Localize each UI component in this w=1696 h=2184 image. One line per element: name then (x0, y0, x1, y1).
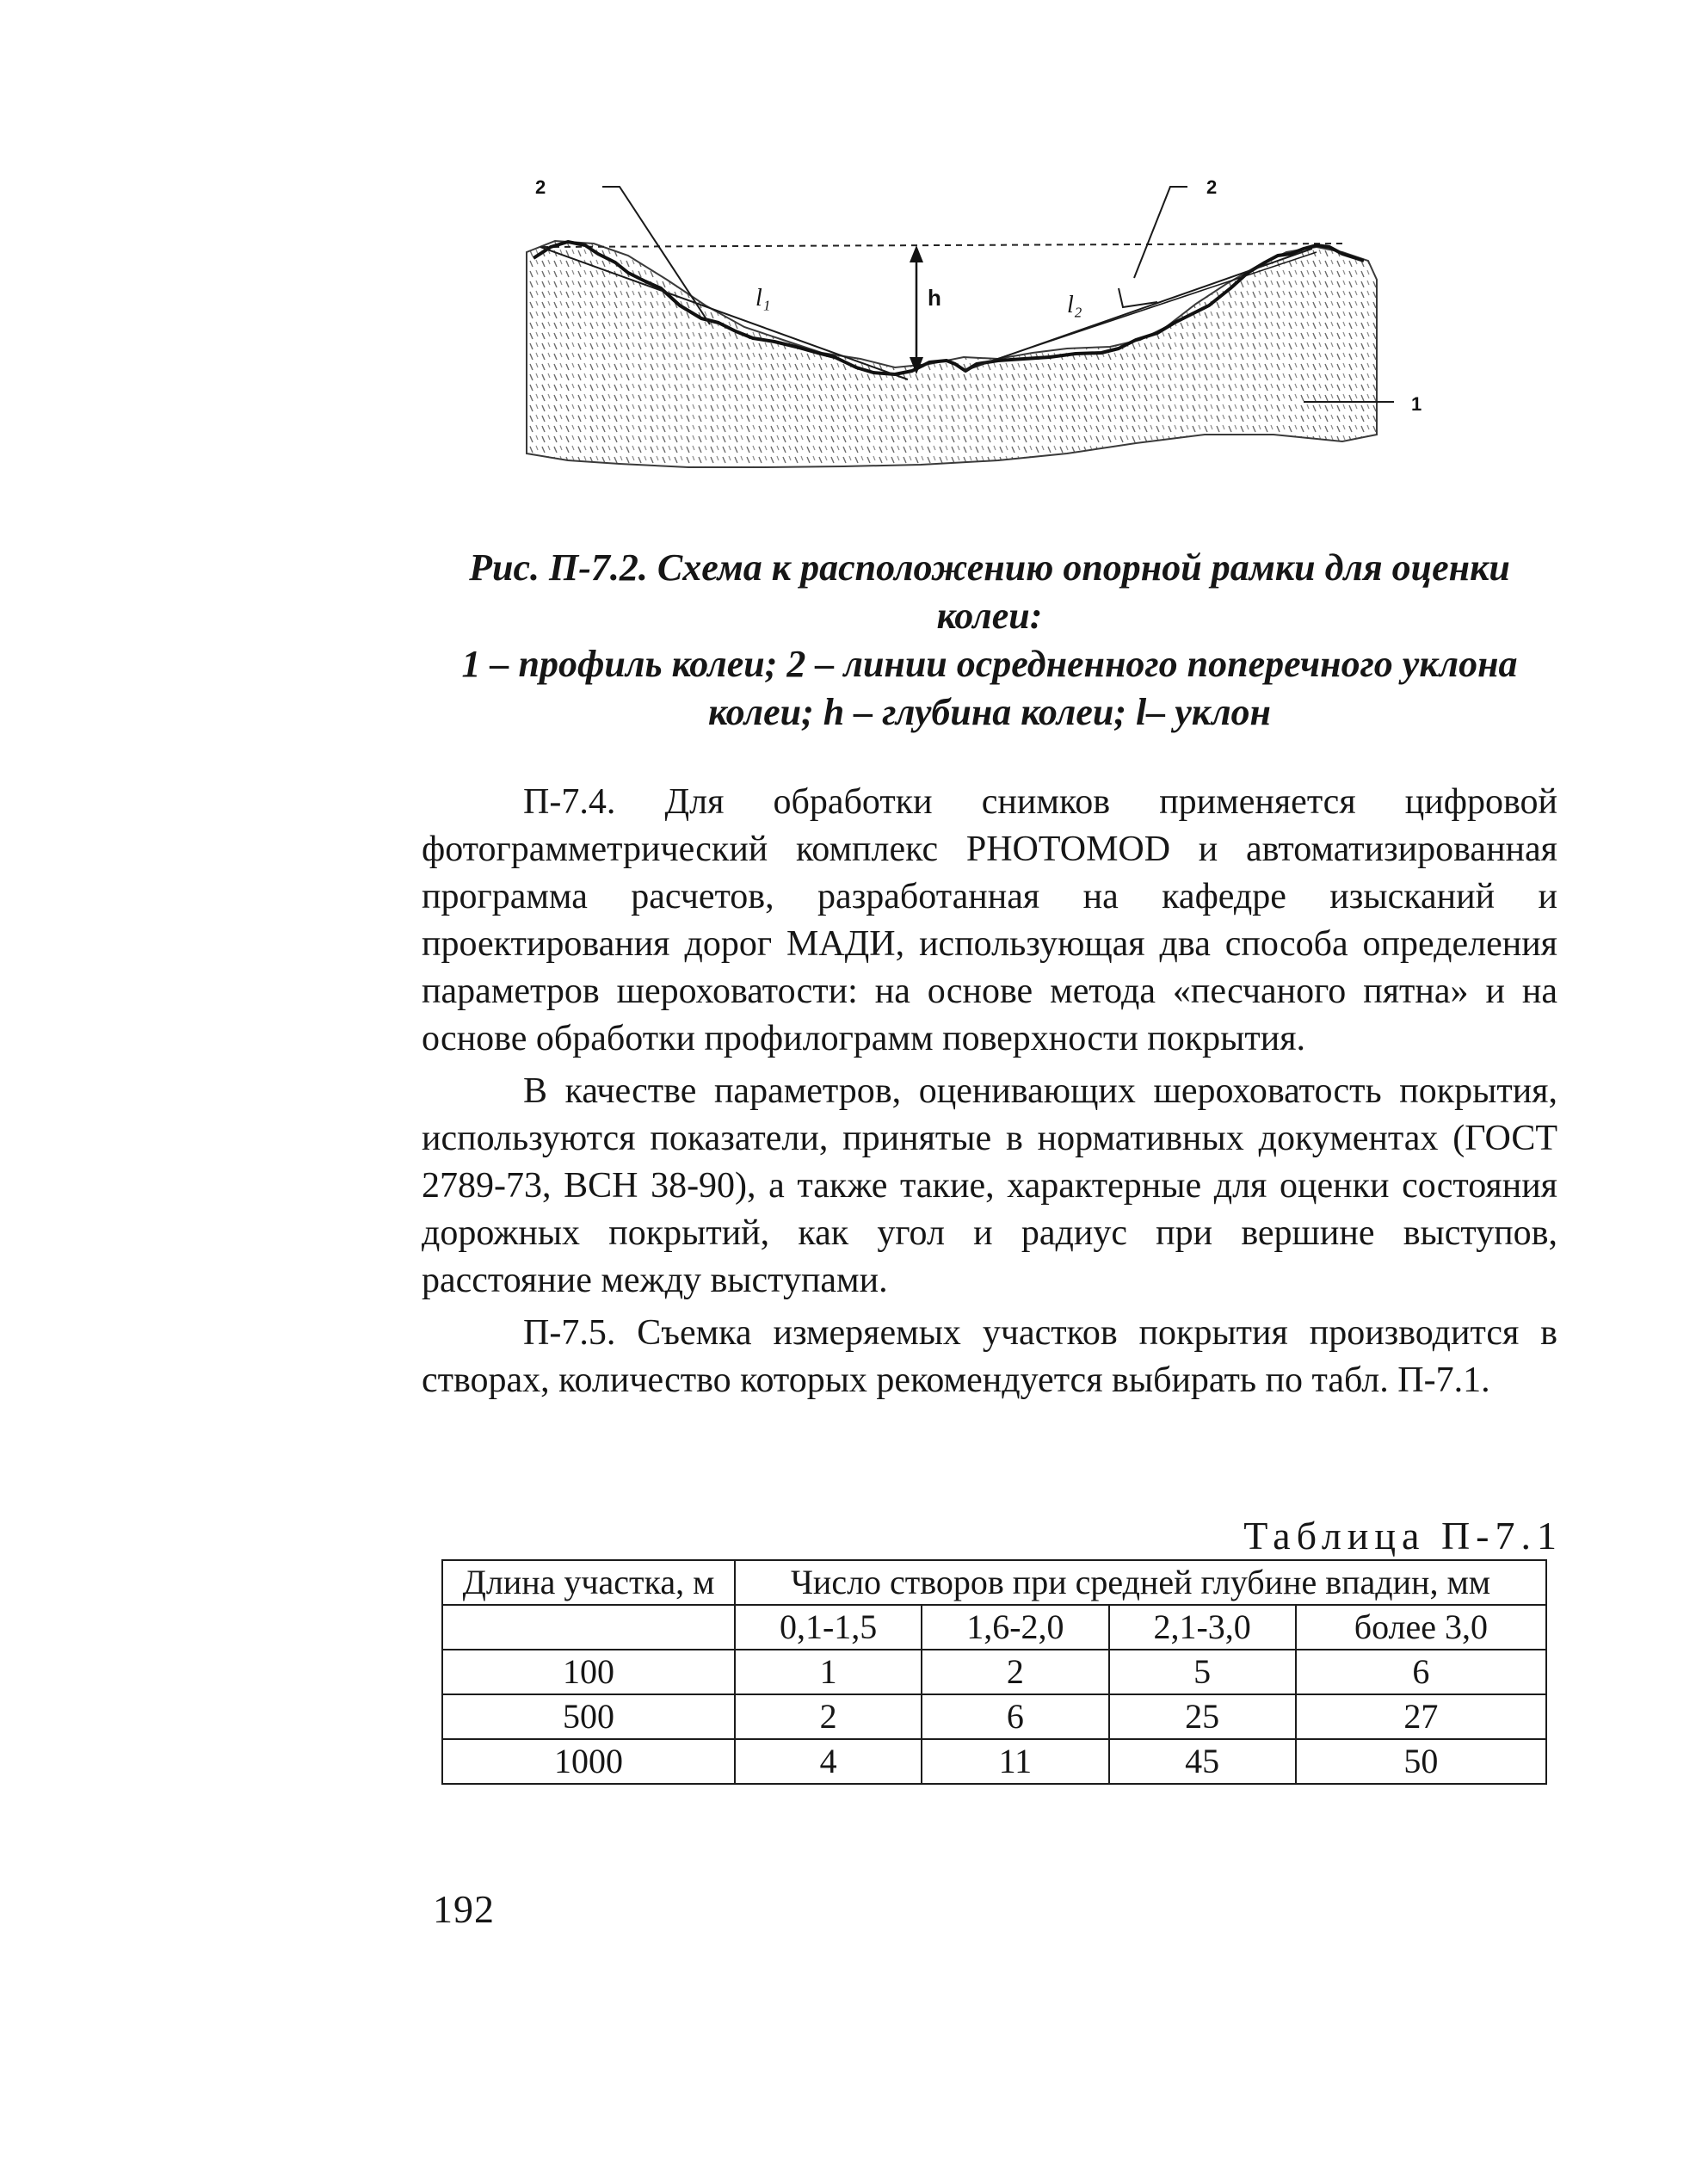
paragraph: В качестве параметров, оценивающих шероховатость покрытия, используются показатели, принятые в нормативных документах (ГОСТ 2789-73, ВСН 38-90), а также такие, характерные для оценки состояния дорожных покрытий, как угол и радиус при вершине выступов, расстояние между выступами. (422, 1071, 1557, 1300)
table-cell: 2 (922, 1650, 1108, 1694)
caption-line: Рис. П-7.2. Схема к расположению опорной рамки для оценки (469, 546, 1510, 589)
table-row (442, 1650, 1546, 1694)
callout-1: 1 (1411, 393, 1422, 415)
depth-arrow-head-top (910, 245, 923, 262)
caption-line: колеи: (936, 595, 1043, 637)
body-text (422, 779, 1557, 1410)
rut-profile-diagram (516, 176, 1446, 486)
table-cell: 2 (735, 1694, 922, 1739)
caption-line: 1 – профиль колеи; 2 – линии осредненного поперечного уклона (461, 643, 1518, 685)
table-cell: 27 (1296, 1694, 1546, 1739)
rut-profile-figure (516, 176, 1446, 486)
table-label: Таблица П-7.1 (1243, 1514, 1563, 1558)
table-cell: 500 (442, 1694, 735, 1739)
table-subheader-row (442, 1605, 1546, 1650)
header-length: Длина участка, м (442, 1560, 735, 1605)
header-group: Число створов при средней глубине впадин, мм (735, 1560, 1546, 1605)
reference-dashed-line (542, 244, 1342, 247)
subheader-cell: 1,6-2,0 (922, 1605, 1108, 1650)
paragraph: П-7.5. Съемка измеряемых участков покрытия производится в створах, количество которых рекомендуется выбирать по табл. П-7.1. (422, 1313, 1557, 1400)
depth-label-h: h (928, 285, 941, 311)
table-header-row (442, 1560, 1546, 1605)
page-number: 192 (433, 1887, 495, 1931)
paragraph: П-7.4. Для обработки снимков применяется цифровой фотограмметрический комплекс PHOTOMOD и автоматизированная программа расчетов, разработанная на кафедре изысканий и проектирования дорог МАДИ, использующая два способа определения параметров шероховатости: на основе метода «песчаного пятна» и на основе обработки профилограмм поверхности покрытия. (422, 782, 1557, 1058)
slope-label-l1: l₁ (755, 285, 771, 312)
table-cell: 25 (1109, 1694, 1296, 1739)
callout-2-right: 2 (1206, 176, 1218, 198)
table-cell: 1000 (442, 1739, 735, 1784)
table-cell: 5 (1109, 1650, 1296, 1694)
table-cell: 6 (922, 1694, 1108, 1739)
data-table (441, 1559, 1547, 1785)
table-cell: 6 (1296, 1650, 1546, 1694)
table-cell: 1 (735, 1650, 922, 1694)
subheader-cell: 2,1-3,0 (1109, 1605, 1296, 1650)
table-row (442, 1739, 1546, 1784)
table-cell: 50 (1296, 1739, 1546, 1784)
table-cell: 4 (735, 1739, 922, 1784)
table-row (442, 1694, 1546, 1739)
subheader-cell: более 3,0 (1296, 1605, 1546, 1650)
table-cell: 100 (442, 1650, 735, 1694)
subheader-cell: 0,1-1,5 (735, 1605, 922, 1650)
slope-label-l2: l₂ (1067, 292, 1082, 318)
leader-right-2 (1134, 187, 1187, 278)
subheader-empty (442, 1605, 735, 1650)
caption-line: колеи; h – глубина колеи; l– уклон (708, 691, 1271, 733)
table-cell: 11 (922, 1739, 1108, 1784)
table-container (441, 1559, 1547, 1785)
figure-caption (404, 544, 1575, 737)
table-cell: 45 (1109, 1739, 1296, 1784)
callout-2-left: 2 (535, 176, 546, 198)
